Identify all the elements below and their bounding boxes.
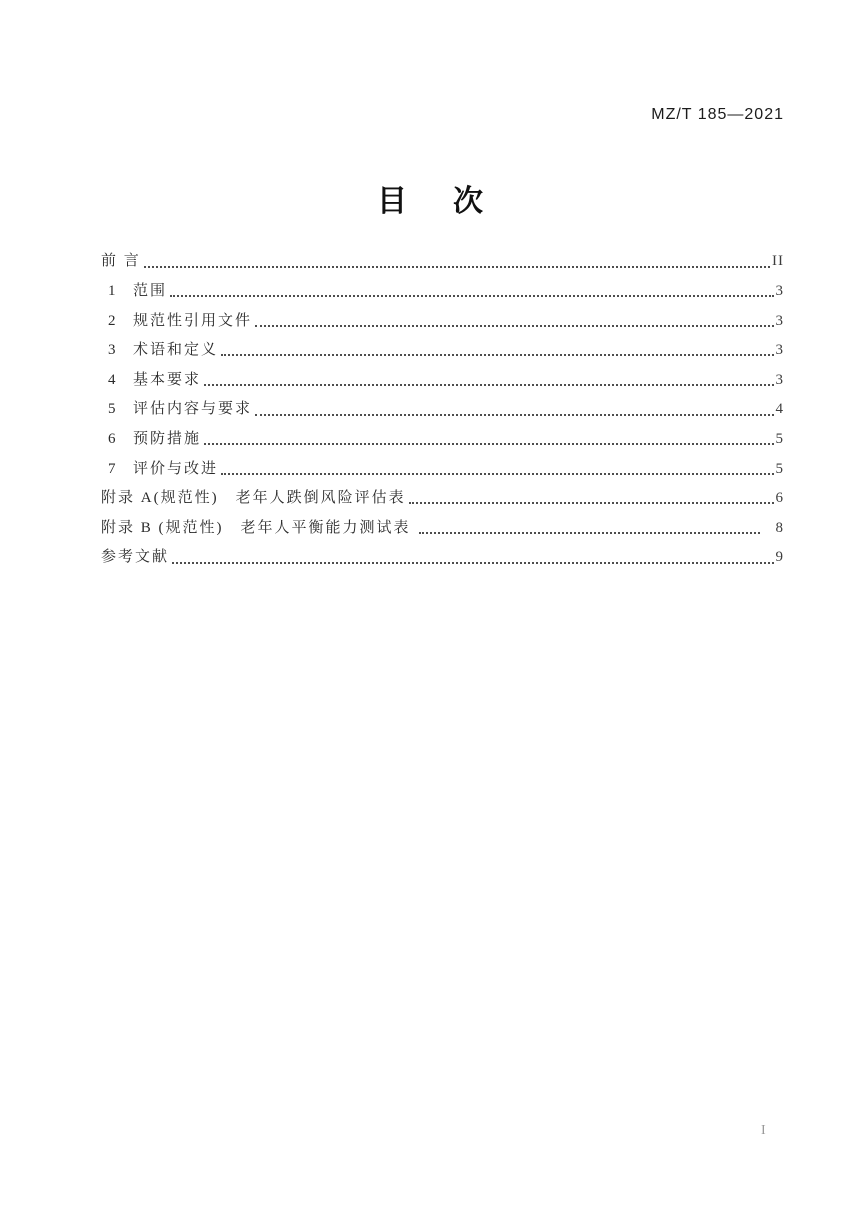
toc-entry-number: 5 — [108, 401, 116, 418]
toc-entry-number: 2 — [108, 312, 116, 329]
toc-entry-page: 5 — [775, 430, 784, 447]
toc-entry-number: 7 — [108, 460, 116, 477]
toc-entry — [101, 359, 784, 389]
dot-leader-line — [204, 443, 773, 445]
dot-leader-line — [221, 354, 773, 356]
toc-entry-label: 范围 — [133, 282, 168, 299]
toc-entry — [101, 300, 784, 330]
toc-entry-page: 3 — [775, 342, 784, 359]
toc-entry-label: 评价与改进 — [133, 460, 219, 477]
toc-entry-page: 8 — [775, 519, 784, 536]
table-of-contents — [101, 241, 784, 567]
toc-entry-number: 6 — [108, 430, 116, 447]
dot-leader-line — [144, 266, 770, 268]
toc-entry-page: 3 — [775, 282, 784, 299]
toc-entry-number: 1 — [108, 282, 116, 299]
toc-entry-page: 6 — [775, 490, 784, 507]
toc-entry — [101, 271, 784, 301]
toc-entry-label: 附录 B (规范性) 老年人平衡能力测试表 — [101, 519, 417, 536]
dot-leader-line — [172, 562, 773, 564]
page-number: I — [761, 1123, 766, 1138]
toc-entry-page: 3 — [775, 312, 784, 329]
toc-entry — [101, 448, 784, 478]
toc-entry-page: 4 — [775, 401, 784, 418]
toc-entry — [101, 241, 784, 271]
toc-entry-label: 评估内容与要求 — [133, 401, 253, 418]
toc-entry-label: 术语和定义 — [133, 342, 219, 359]
toc-entry — [101, 330, 784, 360]
toc-entry-label: 基本要求 — [133, 371, 202, 388]
toc-entry — [101, 507, 784, 537]
toc-entry — [101, 389, 784, 419]
toc-entry-label: 参考文献 — [101, 549, 170, 566]
toc-entry-page: 9 — [775, 549, 784, 566]
dot-leader-line — [204, 384, 773, 386]
dot-leader-line — [255, 325, 773, 327]
toc-entry-label: 规范性引用文件 — [133, 312, 253, 329]
toc-entry-label: 预防措施 — [133, 430, 202, 447]
standard-code: MZ/T 185—2021 — [651, 106, 784, 123]
dot-leader-line — [221, 473, 773, 475]
toc-entry-page: 5 — [775, 460, 784, 477]
toc-entry — [101, 419, 784, 449]
toc-entry-label: 前 言 — [101, 253, 141, 270]
dot-leader-line — [255, 414, 773, 416]
toc-entry-number: 4 — [108, 371, 116, 388]
dot-leader-line — [419, 532, 759, 534]
toc-entry-page: 3 — [775, 371, 784, 388]
toc-entry — [101, 478, 784, 508]
toc-entry-number: 3 — [108, 342, 116, 359]
toc-entry — [101, 537, 784, 567]
page-title: 目 次 — [377, 185, 491, 218]
toc-entry-label: 附录 A(规范性) 老年人跌倒风险评估表 — [101, 490, 406, 507]
dot-leader-line — [409, 502, 774, 504]
dot-leader-line — [170, 295, 773, 297]
toc-entry-page: II — [772, 253, 784, 270]
